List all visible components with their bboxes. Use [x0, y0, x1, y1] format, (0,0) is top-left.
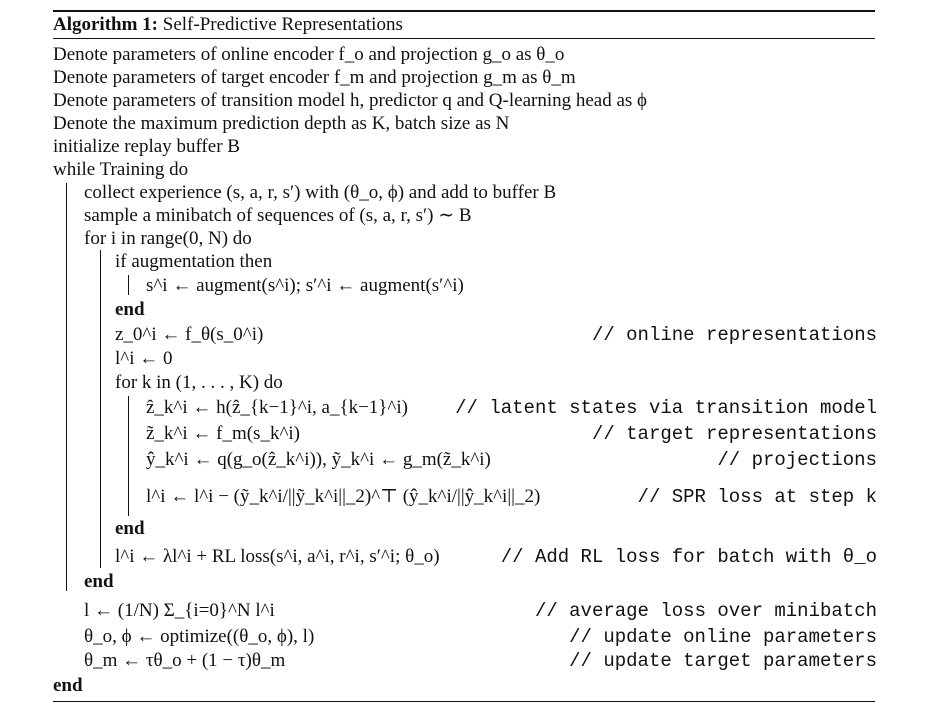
algorithm-name: Self-Predictive Representations	[162, 14, 403, 35]
line-target-rep: z̃_k^i ← f_m(s_k^i)	[146, 423, 300, 444]
line-end-while: end	[53, 675, 83, 696]
comment-average-loss: // average loss over minibatch	[534, 600, 877, 622]
while-block-bar	[66, 183, 67, 591]
if-block-bar	[128, 275, 129, 295]
line-end-if: end	[115, 299, 145, 320]
for-k-block-bar	[128, 396, 129, 516]
line-denote-depth: Denote the maximum prediction depth as K, batch size as N	[53, 113, 510, 134]
line-denote-target: Denote parameters of target encoder f_m and projection g_m as θ_m	[53, 67, 576, 88]
line-denote-online: Denote parameters of online encoder f_o and projection g_o as θ_o	[53, 44, 565, 65]
comment-optimize: // update online parameters	[569, 626, 877, 648]
algorithm-label: Algorithm 1:	[53, 14, 159, 35]
line-denote-transition: Denote parameters of transition model h, predictor q and Q-learning head as ϕ	[53, 90, 648, 111]
comment-target-update: // update target parameters	[569, 650, 877, 672]
line-init-buffer: initialize replay buffer B	[53, 136, 240, 157]
comment-rl-loss: // Add RL loss for batch with θ_o	[500, 546, 877, 568]
comment-latent: // latent states via transition model	[455, 397, 877, 419]
line-online-rep: z_0^i ← f_θ(s_0^i)	[115, 324, 264, 345]
line-projections: ŷ_k^i ← q(g_o(ẑ_k^i)), ỹ_k^i ← g_m(z̃_k^i)	[146, 449, 491, 470]
comment-online-rep: // online representations	[591, 324, 877, 346]
comment-spr-loss: // SPR loss at step k	[637, 486, 877, 508]
top-rule	[53, 10, 875, 12]
line-optimize: θ_o, ϕ ← optimize((θ_o, ϕ), l)	[84, 626, 315, 647]
line-latent: ẑ_k^i ← h(ẑ_{k−1}^i, a_{k−1}^i)	[146, 397, 408, 418]
line-init-loss: l^i ← 0	[115, 348, 173, 369]
line-target-update: θ_m ← τθ_o + (1 − τ)θ_m	[84, 650, 286, 671]
for-i-block-bar	[100, 250, 101, 568]
comment-projections: // projections	[717, 449, 877, 471]
title-rule	[53, 38, 875, 39]
line-spr-loss: l^i ← l^i − (ỹ_k^i/||ỹ_k^i||_2)^⊤ (ŷ_k^i/||ŷ_k^i||_2)	[146, 486, 541, 507]
line-for-i: for i in range(0, N) do	[84, 228, 252, 249]
line-end-for-i: end	[84, 571, 114, 592]
line-if: if augmentation then	[115, 251, 273, 272]
line-rl-loss: l^i ← λl^i + RL loss(s^i, a^i, r^i, s′^i; θ_o)	[115, 546, 440, 567]
algorithm-title	[53, 14, 403, 36]
bottom-rule	[53, 701, 875, 702]
line-while: while Training do	[53, 159, 189, 180]
line-augment: s^i ← augment(s^i); s′^i ← augment(s′^i)	[146, 275, 464, 296]
line-end-for-k: end	[115, 518, 145, 539]
line-collect: collect experience (s, a, r, s′) with (θ_o, ϕ) and add to buffer B	[84, 182, 557, 203]
line-for-k: for k in (1, . . . , K) do	[115, 372, 283, 393]
line-sample: sample a minibatch of sequences of (s, a, r, s′) ∼ B	[84, 205, 472, 226]
comment-target-rep: // target representations	[591, 423, 877, 445]
line-average-loss: l ← (1/N) Σ_{i=0}^N l^i	[84, 600, 275, 621]
